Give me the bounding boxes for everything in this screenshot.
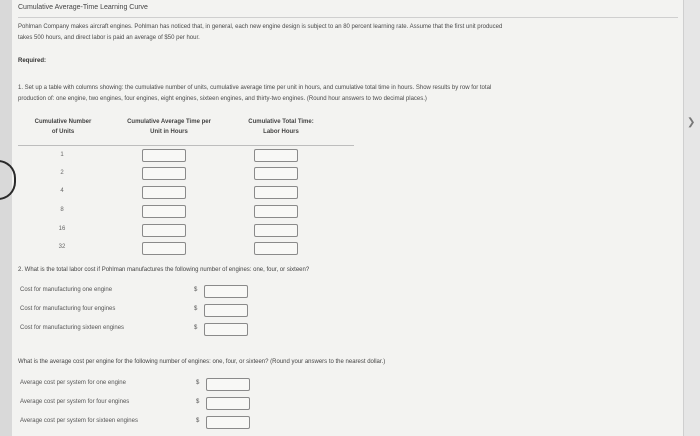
avg-time-input-1[interactable] <box>142 149 186 162</box>
q3-dollar-four: $ <box>196 399 200 405</box>
question-1-line-2: production of: one engine, two engines, four engines, eight engines, sixteen engines, and thirty-two engines. (Round hour answers to two decimal places.) <box>18 96 427 102</box>
worksheet-page <box>12 0 684 436</box>
right-scroll-strip[interactable] <box>683 0 700 436</box>
total-time-input-16[interactable] <box>254 224 298 237</box>
question-1-line-1: 1. Set up a table with columns showing: the cumulative number of units, cumulative average time per unit in hours, and cumulative total time in hours. Show results by row for total <box>18 85 492 91</box>
required-label: Required: <box>18 58 47 64</box>
avg-time-input-2[interactable] <box>142 167 186 180</box>
total-time-input-1[interactable] <box>254 149 298 162</box>
avg-time-input-8[interactable] <box>142 205 186 218</box>
q3-label-four: Average cost per system for four engines <box>20 399 130 405</box>
q2-dollar-one: $ <box>194 287 198 293</box>
q3-label-one: Average cost per system for one engine <box>20 380 126 386</box>
col-header-total-time-line2: Labor Hours <box>263 128 299 135</box>
units-cell-2: 2 <box>60 170 64 176</box>
col-header-avg-time-line1: Cumulative Average Time per <box>127 119 211 125</box>
col-header-units-line2: of Units <box>51 128 75 135</box>
q3-label-sixteen: Average cost per system for sixteen engines <box>20 418 138 424</box>
units-cell-8: 8 <box>60 207 64 213</box>
q3-dollar-one: $ <box>196 380 200 386</box>
avg-time-input-16[interactable] <box>142 224 186 237</box>
col-header-avg-time <box>108 119 230 135</box>
page-title: Cumulative Average-Time Learning Curve <box>18 4 148 11</box>
col-header-units-line1: Cumulative Number <box>34 119 92 125</box>
col-header-total-time <box>234 119 328 135</box>
title-divider <box>18 17 678 18</box>
q2-label-one: Cost for manufacturing one engine <box>20 287 113 293</box>
avg-time-input-4[interactable] <box>142 186 186 199</box>
total-time-input-2[interactable] <box>254 167 298 180</box>
total-time-input-32[interactable] <box>254 242 298 255</box>
col-header-units <box>22 119 104 135</box>
avg-cost-sixteen-engines-input[interactable] <box>206 416 250 429</box>
total-time-input-8[interactable] <box>254 205 298 218</box>
chevron-right-icon[interactable]: ❯ <box>687 117 696 128</box>
q2-label-four: Cost for manufacturing four engines <box>20 306 116 312</box>
col-header-avg-time-line2: Unit in Hours <box>150 128 188 135</box>
avg-cost-one-engine-input[interactable] <box>206 378 250 391</box>
units-cell-1: 1 <box>60 152 64 158</box>
q3-dollar-sixteen: $ <box>196 418 200 424</box>
avg-time-input-32[interactable] <box>142 242 186 255</box>
intro-line-1: Pohlman Company makes aircraft engines. Pohlman has noticed that, in general, each new engine design is subject to an 80 percent learning rate. Assume that the first unit produced <box>18 24 503 30</box>
total-time-input-4[interactable] <box>254 186 298 199</box>
cost-one-engine-input[interactable] <box>204 285 248 298</box>
col-header-total-time-line1: Cumulative Total Time: <box>248 119 314 125</box>
units-cell-16: 16 <box>58 226 66 232</box>
q2-dollar-sixteen: $ <box>194 325 198 331</box>
cost-four-engines-input[interactable] <box>204 304 248 317</box>
intro-line-2: takes 500 hours, and direct labor is paid an average of $50 per hour. <box>18 35 200 41</box>
cost-sixteen-engines-input[interactable] <box>204 323 248 336</box>
question-2: 2. What is the total labor cost if Pohlman manufactures the following number of engines: one, four, or sixteen? <box>18 267 310 273</box>
units-cell-4: 4 <box>60 188 64 194</box>
question-3: What is the average cost per engine for the following number of engines: one, four, or sixteen? (Round your answers to the nearest dollar.) <box>18 359 386 365</box>
units-cell-32: 32 <box>58 244 66 250</box>
table-header-divider <box>18 145 354 146</box>
q2-dollar-four: $ <box>194 306 198 312</box>
avg-cost-four-engines-input[interactable] <box>206 397 250 410</box>
q2-label-sixteen: Cost for manufacturing sixteen engines <box>20 325 125 331</box>
